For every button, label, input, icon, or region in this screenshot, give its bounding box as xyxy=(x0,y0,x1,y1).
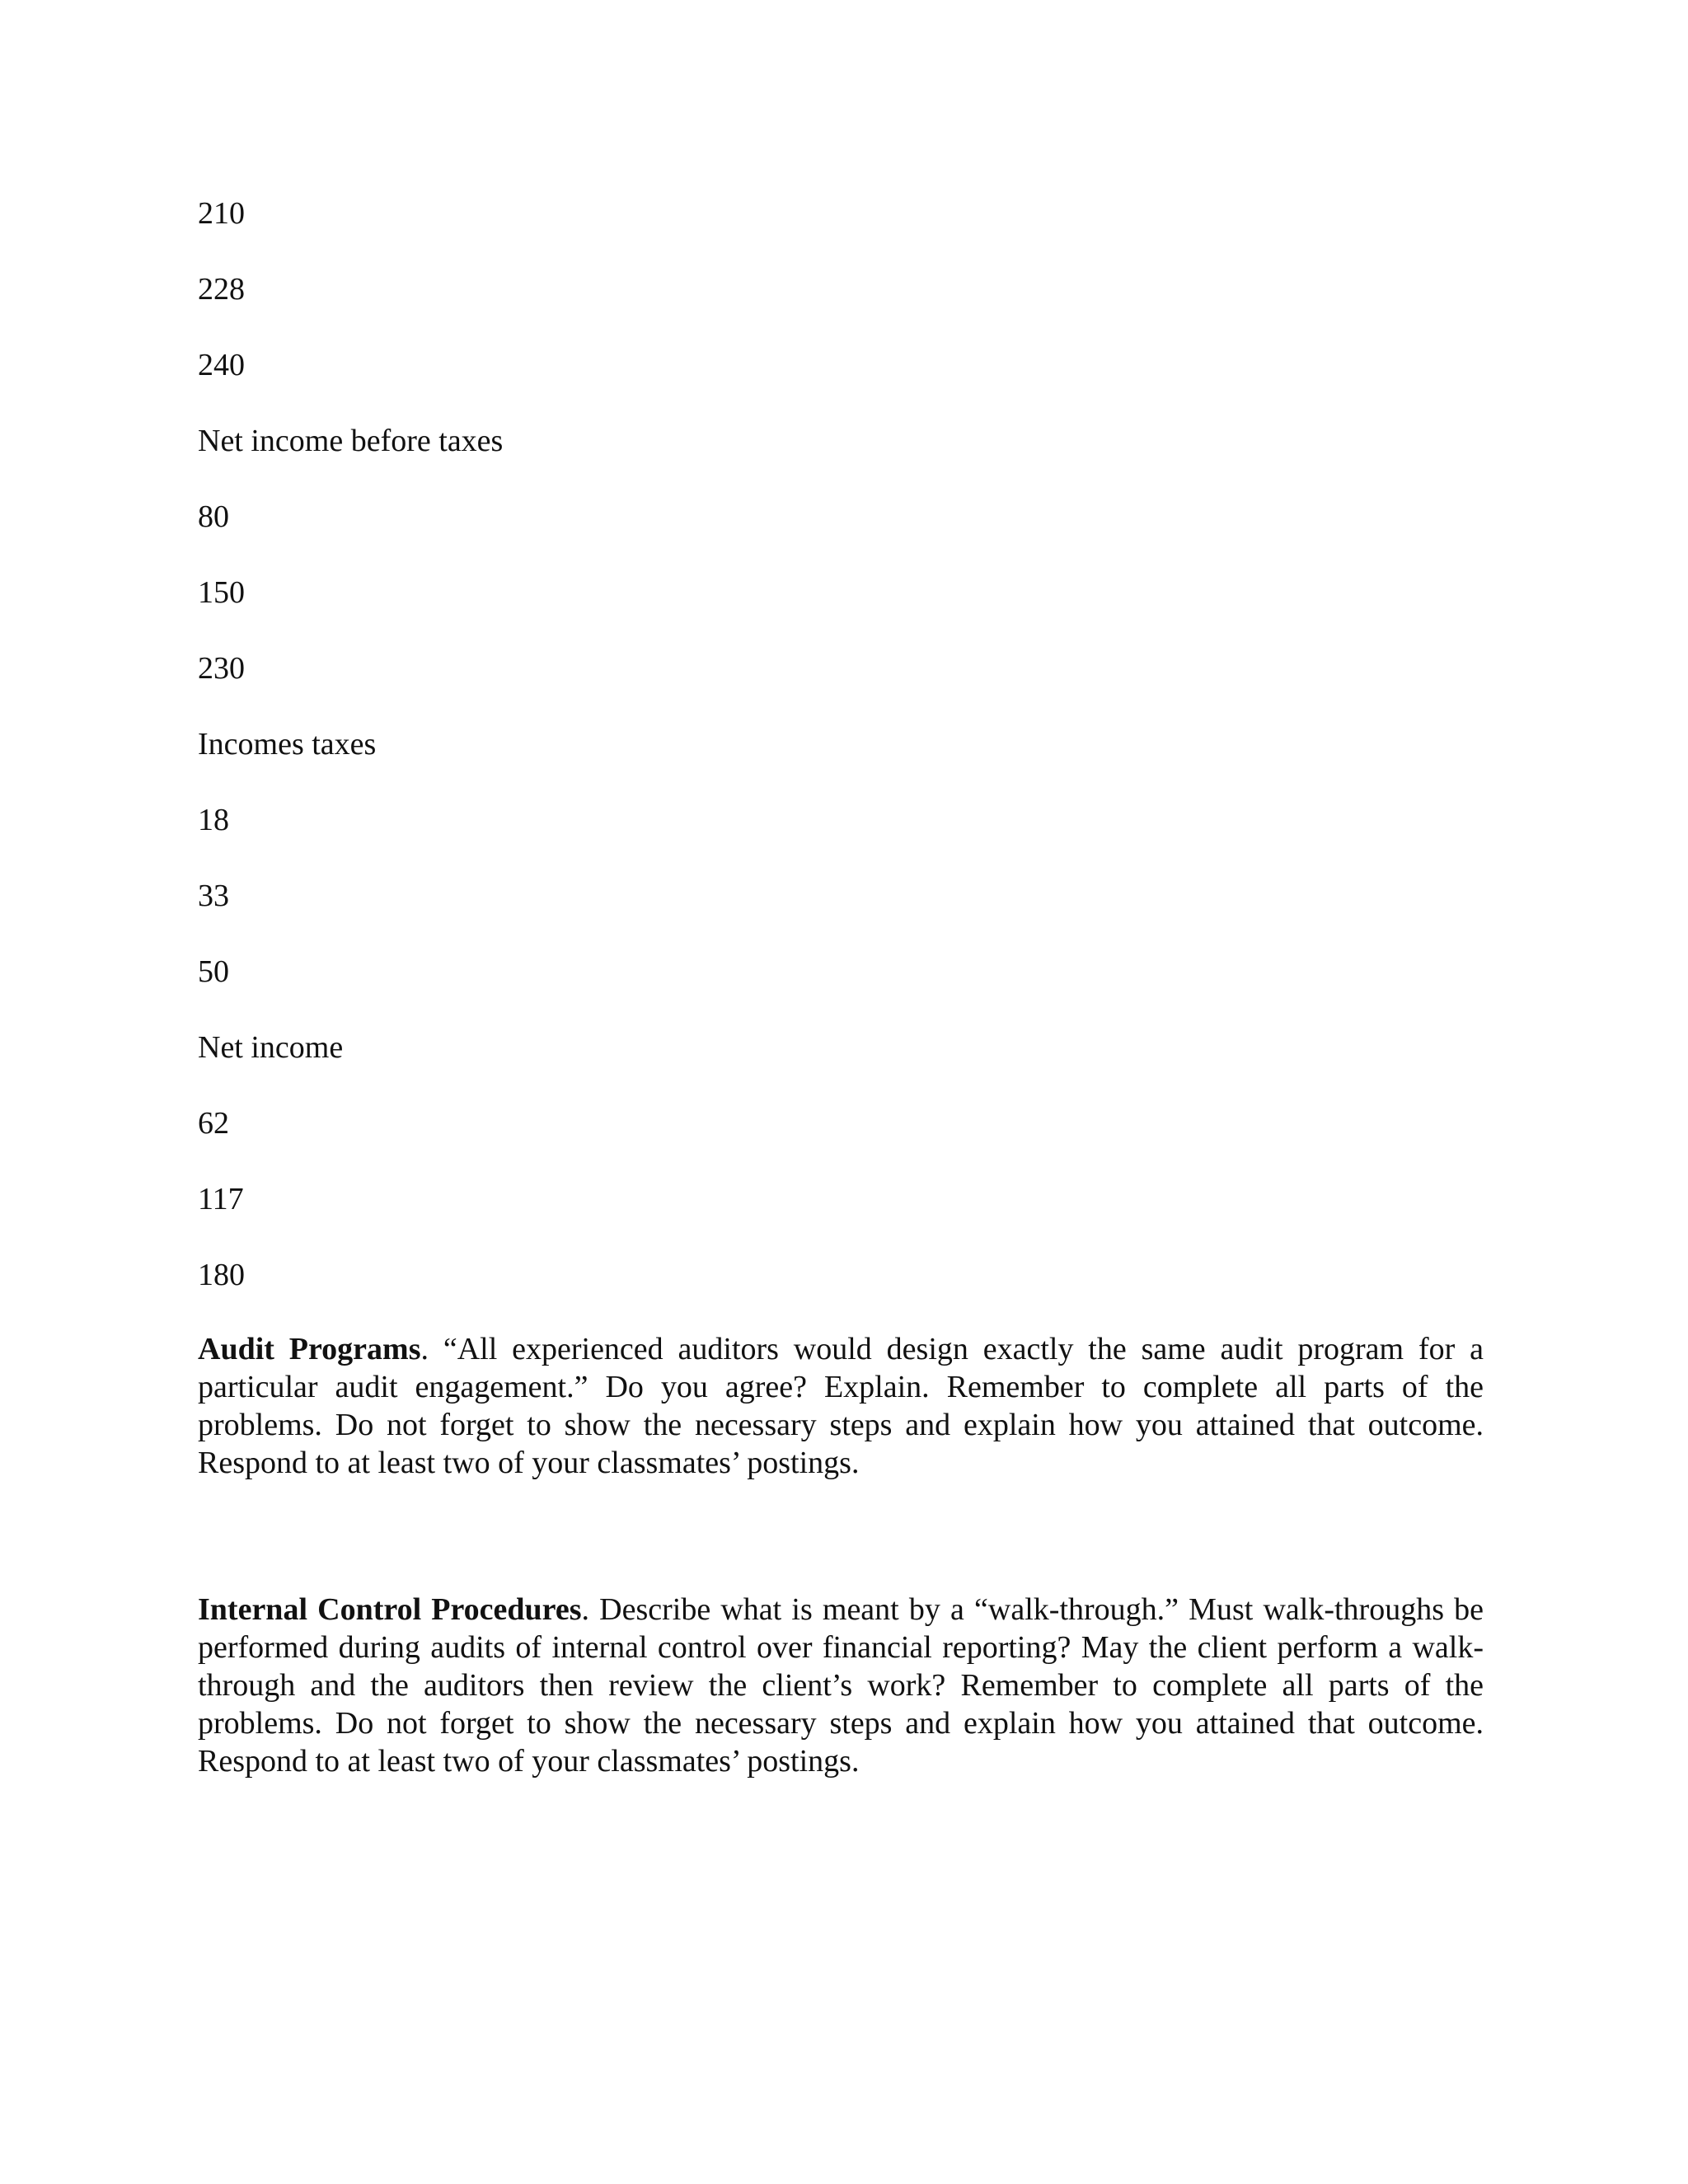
value-line: 210 xyxy=(198,196,245,231)
question-body: . Describe what is meant by a “walk-through.” Must walk-throughs be performed during audits of internal control over financial reporting? May the client perform a walk-through and the auditors then review the client’s work? Remember to complete all parts of the problems. Do not forget to show the necessary steps and explain how you attained that outcome. Respond to at least two of your classmates’ postings. xyxy=(198,1592,1484,1779)
value-line: 50 xyxy=(198,954,229,989)
value-line: 117 xyxy=(198,1182,244,1216)
value-line: 228 xyxy=(198,272,245,307)
value-line: 230 xyxy=(198,651,245,686)
row-label: Net income before taxes xyxy=(198,424,504,458)
value-line: 150 xyxy=(198,575,245,610)
value-line: 18 xyxy=(198,803,229,837)
question-internal-control xyxy=(198,1591,1484,1780)
question-body: . “All experienced auditors would design exactly the same audit program for a particular audit engagement.” Do you agree? Explain. Remember to complete all parts of the problems. Do not forget to show the necessary steps and explain how you attained that outcome. Respond to at least two of your classmates’ postings. xyxy=(198,1332,1484,1480)
value-line: 180 xyxy=(198,1258,245,1292)
value-line: 240 xyxy=(198,348,245,382)
row-label: Incomes taxes xyxy=(198,727,377,762)
question-audit-programs xyxy=(198,1330,1484,1482)
question-title: Internal Control Procedures xyxy=(198,1592,582,1627)
value-line: 80 xyxy=(198,499,229,534)
question-title: Audit Programs xyxy=(198,1332,421,1366)
row-label: Net income xyxy=(198,1030,344,1065)
value-line: 33 xyxy=(198,879,229,913)
value-line: 62 xyxy=(198,1106,229,1141)
